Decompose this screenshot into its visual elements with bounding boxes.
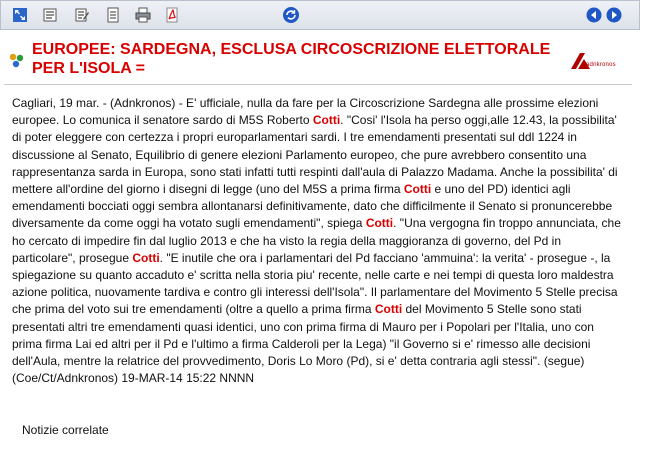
article-text-segment: . "Cosi' l'Isola ha perso oggi,alle 12.43, la possibilita' di poter eleggere con certezza i propri europarlamentari sardi. I tre emendamenti presentati sul ddl 1224 in discussione al Senato, Equilibrio di genere elezioni Parlamento europeo, che pure avrebbero consentito una rappresentanza sarda in Europa, sono stati infatti tutti respinti dall'aula di Palazzo Madama. Anche la possibilita' di mettere all'ordine del giorno i disegni di legge (uno del M5S a prima firma xyxy=(12,113,618,197)
pdf-icon[interactable] xyxy=(163,6,181,24)
article-text-segment: Cagliari, 19 mar. - (Adnkronos) - E' ufficiale, nulla da fare per la Circoscrizione Sardegna alle prossime elezioni europee. Lo comunica il senatore sardo di M5S Roberto xyxy=(12,96,599,128)
fullscreen-icon[interactable] xyxy=(11,6,29,24)
document-icon[interactable] xyxy=(104,6,122,24)
highlighted-name: Cotti xyxy=(403,182,432,197)
adnkronos-logo xyxy=(570,52,622,70)
refresh-icon[interactable] xyxy=(282,6,300,24)
highlighted-name: Cotti xyxy=(374,302,403,317)
highlighted-name: Cotti xyxy=(365,216,394,231)
article-signature: (Coe/Ct/Adnkronos) 19-MAR-14 15:22 NNNN xyxy=(12,371,255,386)
news-category-icon xyxy=(8,52,26,73)
highlighted-name: Cotti xyxy=(132,250,160,265)
article-title: EUROPEE: SARDEGNA, ESCLUSA CIRCOSCRIZIONE ELETTORALE PER L'ISOLA = xyxy=(32,41,551,77)
article-text-segment: del Movimento 5 Stelle sono stati presentati altri tre emendamenti quasi identici, uno con prima firma di Mauro per i Popolari per l'Italia, uno con prima firma Lai ed altri per il Pd e l'ultimo a firma Calderoli per la Lega) "il Governo si e' rimesso alle decisioni dell'Aula, mentre la relatrice del provvedimento, Doris Lo Moro (Pd), si e' detta contraria agli stessi". (segue) xyxy=(12,302,594,369)
article-body xyxy=(12,95,624,387)
edit-note-icon[interactable] xyxy=(73,6,91,24)
highlighted-name: Cotti xyxy=(312,113,341,128)
article-text-segment: e uno del PD) identici agli emendamenti bocciati oggi sembra allontanarsi definitivamente, dato che difficilmente il Senato si pronuncerebbe diversamente da come oggi ha votato sugli emendamenti", spiega xyxy=(12,182,613,231)
text-view-icon[interactable] xyxy=(41,6,59,24)
toolbar xyxy=(0,0,640,30)
logo-text: adnkronos xyxy=(586,62,616,68)
previous-arrow-icon[interactable] xyxy=(585,6,603,24)
related-news-link[interactable]: Notizie correlate xyxy=(22,423,109,437)
next-arrow-icon[interactable] xyxy=(605,6,623,24)
article-text xyxy=(12,95,624,370)
article-text-segment: . "E inutile che ora i parlamentari del Pd facciano 'ammuina': la verita' - prosegue -, la spiegazione su quanto accaduto e' scritta nella storia piu' recente, nelle carte e nei tempi di questa loro maldestra azione politica, nuovamente tardiva e contro gli interessi dell'Isola". Il parlamentare del Movimento 5 Stelle precisa che prima del voto sui tre emendamenti (oltre a quello a prima firma xyxy=(12,250,618,317)
print-icon[interactable] xyxy=(134,6,152,24)
article-text-segment: . "Una vergogna fin troppo annunciata, che ho cercato di impedire fin dal luglio 2013 e che ha visto la regia della maggioranza di governo, del Pd in particolare", prosegue xyxy=(12,216,621,265)
article-header xyxy=(4,36,632,85)
